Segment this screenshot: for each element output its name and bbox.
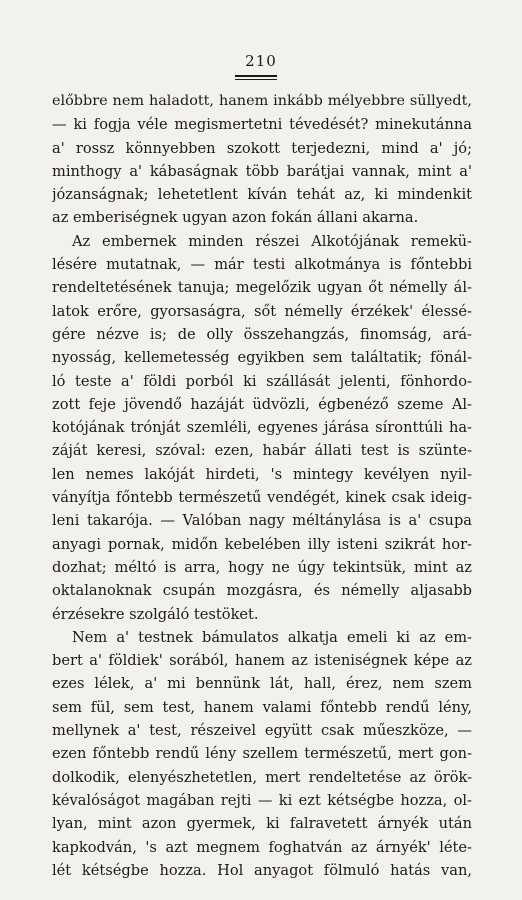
text-line: az emberiségnek ugyan azon fokán állani akarna.: [52, 209, 419, 227]
header-rule-thin: [235, 79, 277, 80]
text-line: anyagi pornak, midőn kebelében illy isteni szikrát hor-: [52, 535, 472, 553]
text-line: lésére mutatnak, — már testi alkotmánya is főntebbi: [52, 256, 472, 274]
text-line: leni takarója. — Valóban nagy méltánylása is a' csupa: [52, 512, 472, 530]
text-line: zott feje jövendő hazáját üdvözli, égbenéző szeme Al-: [52, 395, 472, 413]
text-line: előbbre nem haladott, hanem inkább mélyebbre süllyedt,: [52, 93, 472, 109]
text-line: dozhat; méltó is arra, hogy ne úgy tekintsük, mint az: [52, 558, 472, 576]
text-line: dolkodik, elenyészhetetlen, mert rendeltetése az örök-: [52, 768, 472, 786]
text-line: kapkodván, 's azt megnem foghatván az árnyék' léte-: [52, 838, 472, 856]
text-line: lét kétségbe hozza. Hol anyagot fölmuló hatás van,: [52, 861, 472, 879]
text-line: minthogy a' kábaságnak több barátjai vannak, mint a': [52, 162, 472, 180]
text-line: lyan, mint azon gyermek, ki falravetett árnyék után: [52, 815, 472, 833]
text-line: kévalóságot magában rejti — ki ezt kétségbe hozza, ol-: [52, 791, 472, 809]
text-line: érzésekre szolgáló testöket.: [52, 605, 259, 623]
text-line: ló teste a' földi porból ki szállását jelenti, fönhordo-: [52, 372, 472, 390]
text-line: oktalanoknak csupán mozgásra, és némelly aljasabb: [52, 582, 472, 600]
text-line: a' rossz könnyebben szokott terjedezni, mind a' jó;: [52, 139, 472, 157]
body-text: [52, 90, 472, 882]
text-line: kotójának trónját szemléli, egyenes járása síronttúli ha-: [52, 419, 472, 437]
text-line: gére nézve is; de olly összehangzás, finomság, ará-: [52, 325, 472, 343]
text-line: ezes lélek, a' mi bennünk lát, hall, érez, nem szem: [52, 675, 472, 693]
header-rule: [235, 75, 277, 77]
text-line: rendeltetésének tanuja; megelőzik ugyan őt némelly ál-: [52, 279, 472, 297]
text-line: sem fül, sem test, hanem valami főntebb rendű lény,: [52, 698, 472, 716]
text-line: Nem a' testnek bámulatos alkatja emeli ki az em-: [72, 628, 472, 646]
text-line: — ki fogja véle megismertetni tévedését? minekutánna: [52, 116, 472, 134]
text-line: záját keresi, szóval: ezen, habár állati test is szünte-: [52, 442, 472, 460]
text-line: mellynek a' test, részeivel együtt csak műeszköze, —: [52, 722, 472, 740]
text-line: bert a' földiek' sorából, hanem az isteniségnek képe az: [52, 652, 472, 670]
text-line: ványítja főntebb természetű vendégét, kinek csak ideig-: [52, 489, 472, 507]
text-line: józanságnak; lehetetlent kíván tehát az, ki mindenkit: [52, 186, 472, 204]
text-line: latok erőre, gyorsaságra, sőt némelly érzékek' élessé-: [52, 302, 472, 320]
text-line: ezen főntebb rendű lény szellem természetű, mert gon-: [52, 745, 472, 763]
page-number: 210: [245, 52, 277, 70]
text-line: nyosság, kellemetesség egyikben sem találtatik; fönál-: [52, 349, 472, 367]
text-line: Az embernek minden részei Alkotójának remekü-: [72, 232, 472, 250]
text-line: len nemes lakóját hirdeti, 's mintegy kevélyen nyil-: [52, 465, 472, 483]
